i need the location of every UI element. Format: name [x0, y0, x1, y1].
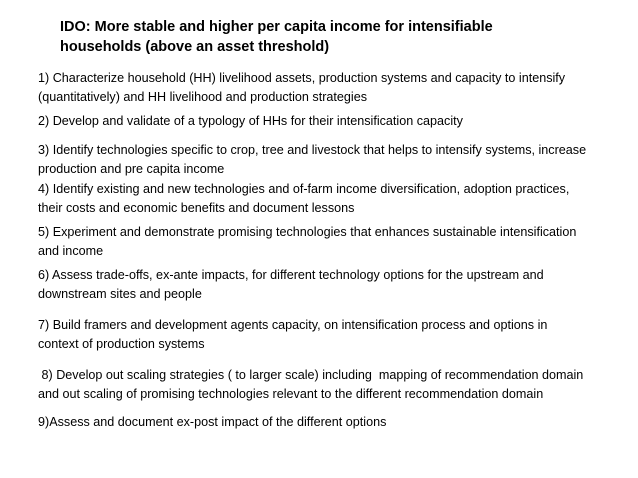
item-line-2: context of production systems — [38, 337, 205, 351]
item-line-1: 4) Identify existing and new technologies and of-farm income diversification, adoption practices, — [38, 182, 570, 196]
item-line-2: production and pre capita income — [38, 162, 225, 176]
item-line-2: (quantitatively) and HH livelihood and production strategies — [38, 90, 368, 104]
activity-item-7 — [38, 316, 618, 354]
item-line-2: and out scaling of promising technologies relevant to the different recommendation domain — [38, 387, 544, 401]
item-line-1: 2) Develop and validate of a typology of HHs for their intensification capacity — [38, 114, 463, 128]
activity-item-5 — [38, 223, 618, 261]
item-line-1: 5) Experiment and demonstrate promising technologies that enhances sustainable intensification — [38, 225, 577, 239]
item-line-2: downstream sites and people — [38, 287, 202, 301]
title-line-1: IDO: More stable and higher per capita income for intensifiable — [60, 19, 493, 35]
activity-item-9 — [38, 413, 618, 432]
item-line-1: 3) Identify technologies specific to crop, tree and livestock that helps to intensify systems, increase — [38, 143, 587, 157]
activity-item-3 — [38, 141, 618, 179]
activity-item-4 — [38, 180, 618, 218]
item-line-1: 6) Assess trade-offs, ex-ante impacts, for different technology options for the upstream and — [38, 268, 544, 282]
item-line-2: their costs and economic benefits and document lessons — [38, 201, 355, 215]
activity-item-1 — [38, 69, 618, 107]
activity-item-6 — [38, 266, 618, 304]
title-line-2: households (above an asset threshold) — [60, 39, 330, 55]
activity-item-2 — [38, 112, 618, 131]
slide-title — [60, 17, 580, 57]
item-line-2: and income — [38, 244, 104, 258]
item-line-1: 1) Characterize household (HH) livelihood assets, production systems and capacity to intensify — [38, 71, 566, 85]
item-line-1: 7) Build framers and development agents capacity, on intensification process and options in — [38, 318, 548, 332]
item-line-1: 9)Assess and document ex-post impact of the different options — [38, 415, 387, 429]
activity-item-8 — [38, 366, 618, 404]
item-line-1: 8) Develop out scaling strategies ( to larger scale) including mapping of recommendation domain — [38, 368, 584, 382]
